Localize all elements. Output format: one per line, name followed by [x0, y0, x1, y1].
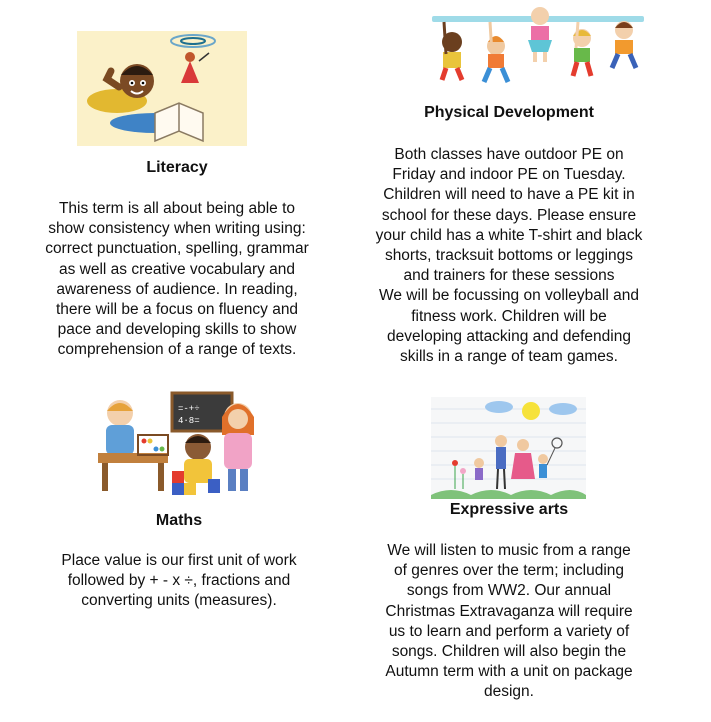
literacy-section — [20, 158, 334, 361]
text-line: design. — [484, 683, 534, 701]
text-line: school for these days. Please ensure — [381, 206, 637, 224]
physical-development-body — [354, 145, 664, 367]
expressive-arts-section — [354, 500, 664, 703]
text-line: Place value is our first unit of work — [61, 552, 297, 569]
text-line: songs. Children will also begin the — [391, 643, 627, 661]
text-line: developing attacking and defending — [387, 327, 631, 345]
text-line: comprehension of a range of texts. — [57, 341, 297, 359]
text-line: converting units (measures). — [81, 592, 277, 610]
text-line: show consistency when writing using: — [48, 220, 306, 238]
physical-development-title: Physical Development — [424, 104, 594, 121]
text-line: We will listen to music from a range — [387, 542, 631, 559]
svg-text:4·8=: 4·8= — [178, 416, 200, 426]
text-line: Children will need to have a PE kit in — [383, 186, 635, 204]
text-line: and trainers for these sessions — [403, 267, 615, 285]
text-line: shorts, tracksuit bottoms or leggings — [384, 247, 634, 265]
maths-title: Maths — [155, 512, 203, 529]
text-line: awareness of audience. In reading, — [56, 280, 298, 298]
text-line: fitness work. Children will be — [411, 307, 607, 325]
text-line: skills in a range of team games. — [400, 348, 618, 366]
reading-child-illustration — [77, 31, 247, 146]
text-line: there will be a focus on fluency and — [55, 301, 299, 319]
text-line: Christmas Extravaganza will require — [385, 602, 633, 620]
text-line: as well as creative vocabulary and — [58, 260, 296, 278]
text-line: This term is all about being able to — [58, 200, 296, 217]
text-line: your child has a white T-shirt and black — [375, 226, 643, 244]
text-line: Friday and indoor PE on Tuesday. — [392, 166, 626, 184]
text-line: followed by + - x ÷, fractions and — [67, 572, 291, 590]
text-line: Both classes have outdoor PE on — [394, 146, 624, 163]
expressive-arts-title: Expressive arts — [449, 501, 569, 518]
svg-text:=-+÷: =-+÷ — [178, 404, 200, 414]
text-line: Autumn term with a unit on package — [385, 663, 633, 681]
text-line: correct punctuation, spelling, grammar — [45, 240, 309, 258]
text-line: of genres over the term; including — [393, 562, 625, 580]
maths-section — [22, 511, 336, 612]
expressive-arts-body — [354, 541, 664, 703]
children-on-bar-illustration — [432, 2, 644, 84]
literacy-body — [20, 199, 334, 361]
physical-development-section — [354, 103, 664, 367]
text-line: songs from WW2. Our annual — [406, 582, 612, 600]
text-line: us to learn and perform a variety of — [388, 622, 630, 640]
family-drawing-illustration — [431, 397, 586, 499]
children-at-blackboard-illustration — [98, 391, 264, 497]
text-line: We will be focussing on volleyball and — [379, 287, 639, 305]
text-line: pace and developing skills to show — [57, 321, 297, 339]
literacy-title: Literacy — [146, 159, 208, 176]
maths-body — [22, 551, 336, 612]
